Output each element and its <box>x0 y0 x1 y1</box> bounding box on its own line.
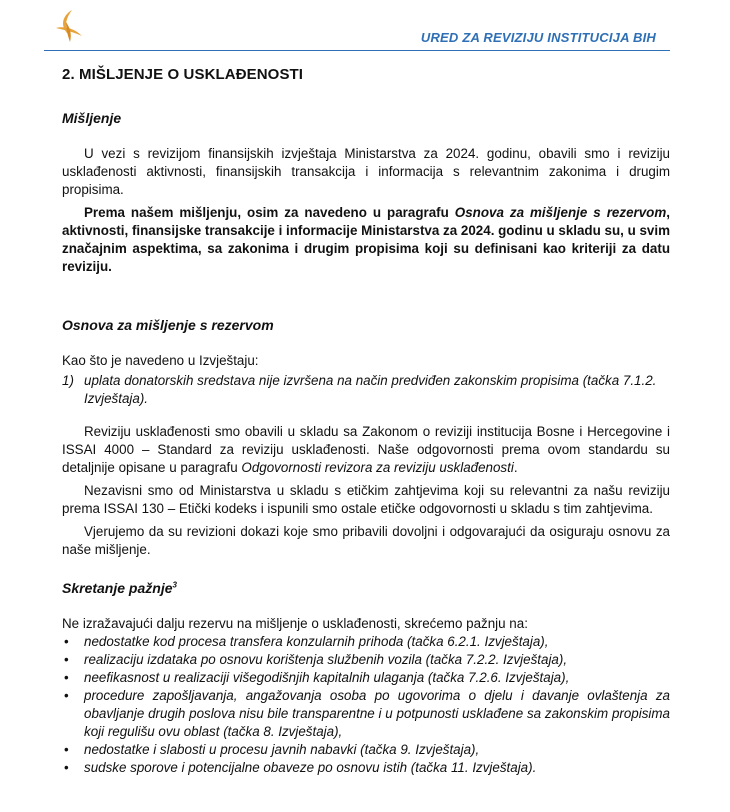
bullet-icon: • <box>64 670 69 685</box>
bullet-icon: • <box>64 688 69 703</box>
list-item-text: procedure zapošljavanja, angažovanja osoba po ugovorima o djelu i davanje ovlaštenja za obavljanje drugih poslova nisu bile transparentne i u potpunosti usklađene sa zakonskim propisima koji regulišu ovu oblast (tačka 8. Izvještaja), <box>84 688 670 739</box>
bullet-icon: • <box>64 652 69 667</box>
list-item-number: 1) <box>62 373 74 388</box>
list-item-text: sudske sporove i potencijalne obaveze po osnovu istih (tačka 11. Izvještaja). <box>84 760 537 775</box>
basis-paragraph-3: Vjerujemo da su revizioni dokazi koje smo pribavili dovoljni i odgovarajući da osiguraju osnovu za naše mišljenje. <box>62 524 670 557</box>
opinion-p2-reference: Osnova za mišljenje s rezervom <box>454 205 667 220</box>
emphasis-intro: Ne izražavajući dalju rezervu na mišljenje o usklađenosti, skrećemo pažnju na: <box>62 616 528 631</box>
list-item-text: nedostatke i slabosti u procesu javnih nabavki (tačka 9. Izvještaja), <box>84 742 480 757</box>
opinion-p2-part-c: , aktivnosti, finansijske transakcije i informacije Ministarstva za 2024. godinu u skladu su, u svim značajnim aspektima, sa zakonima i drugim propisima koji su definisani kao kriteriji za datu reviziju. <box>62 205 670 274</box>
list-item-text: uplata donatorskih sredstava nije izvršena na način predviđen zakonskim propisima (tačka 7.1.2. Izvještaja). <box>84 373 657 406</box>
basis-intro: Kao što je navedeno u Izvještaju: <box>62 353 259 368</box>
basis-list <box>62 372 670 408</box>
basis-paragraph-1 <box>62 423 670 477</box>
emphasis-heading-text: Skretanje pažnje <box>62 580 173 596</box>
basis-p1-part-c: . <box>513 460 518 475</box>
header-divider <box>44 50 670 51</box>
list-item <box>62 759 670 777</box>
opinion-paragraph-2 <box>62 204 670 276</box>
opinion-p2-part-a: Prema našem mišljenju, osim za navedeno u paragrafu <box>84 205 455 220</box>
emphasis-heading <box>62 579 670 597</box>
list-item <box>62 669 670 687</box>
document-body <box>62 66 670 777</box>
section-title: 2. MIŠLJENJE O USKLAĐENOSTI <box>62 66 304 83</box>
basis-p1-reference: Odgovornosti revizora za reviziju usklađenosti <box>241 460 514 475</box>
list-item <box>62 741 670 759</box>
office-name: URED ZA REVIZIJU INSTITUCIJA BIH <box>420 30 656 45</box>
opinion-paragraph-1: U vezi s revizijom finansijskih izvještaja Ministarstva za 2024. godinu, obavili smo i reviziju usklađenosti aktivnosti, finansijskih transakcija i informacija s relevantnim zakonima i drugim propisima. <box>62 146 670 197</box>
list-item <box>62 633 670 651</box>
list-item <box>62 687 670 741</box>
emphasis-list <box>62 633 670 777</box>
bullet-icon: • <box>64 760 69 775</box>
bullet-icon: • <box>64 634 69 649</box>
bullet-icon: • <box>64 742 69 757</box>
list-item <box>62 372 670 408</box>
opinion-heading: Mišljenje <box>62 110 122 126</box>
list-item-text: neefikasnost u realizaciji višegodišnjih kapitalnih ulaganja (tačka 7.2.6. Izvještaja), <box>84 670 570 685</box>
list-item-text: realizaciju izdataka po osnovu korištenja službenih vozila (tačka 7.2.2. Izvještaja), <box>84 652 568 667</box>
list-item <box>62 651 670 669</box>
basis-paragraph-2: Nezavisni smo od Ministarstva u skladu s etičkim zahtjevima koji su relevantni za našu reviziju prema ISSAI 130 – Etički kodeks i ispunili smo ostale etičke odgovornosti u skladu s tim zahtjevima. <box>62 483 670 516</box>
footnote-marker: 3 <box>172 580 177 590</box>
basis-p1-part-a: Reviziju usklađenosti smo obavili u skladu sa Zakonom o reviziji institucija Bosne i Hercegovine i ISSAI 4000 – Standard za reviziju usklađenosti. Naše odgovornosti prema ovom standardu su detaljnije opisane u paragrafu <box>62 424 670 475</box>
institution-logo-icon <box>52 8 86 44</box>
page-header <box>0 0 730 56</box>
basis-heading: Osnova za mišljenje s rezervom <box>62 317 274 333</box>
list-item-text: nedostatke kod procesa transfera konzularnih prihoda (tačka 6.2.1. Izvještaja), <box>84 634 549 649</box>
